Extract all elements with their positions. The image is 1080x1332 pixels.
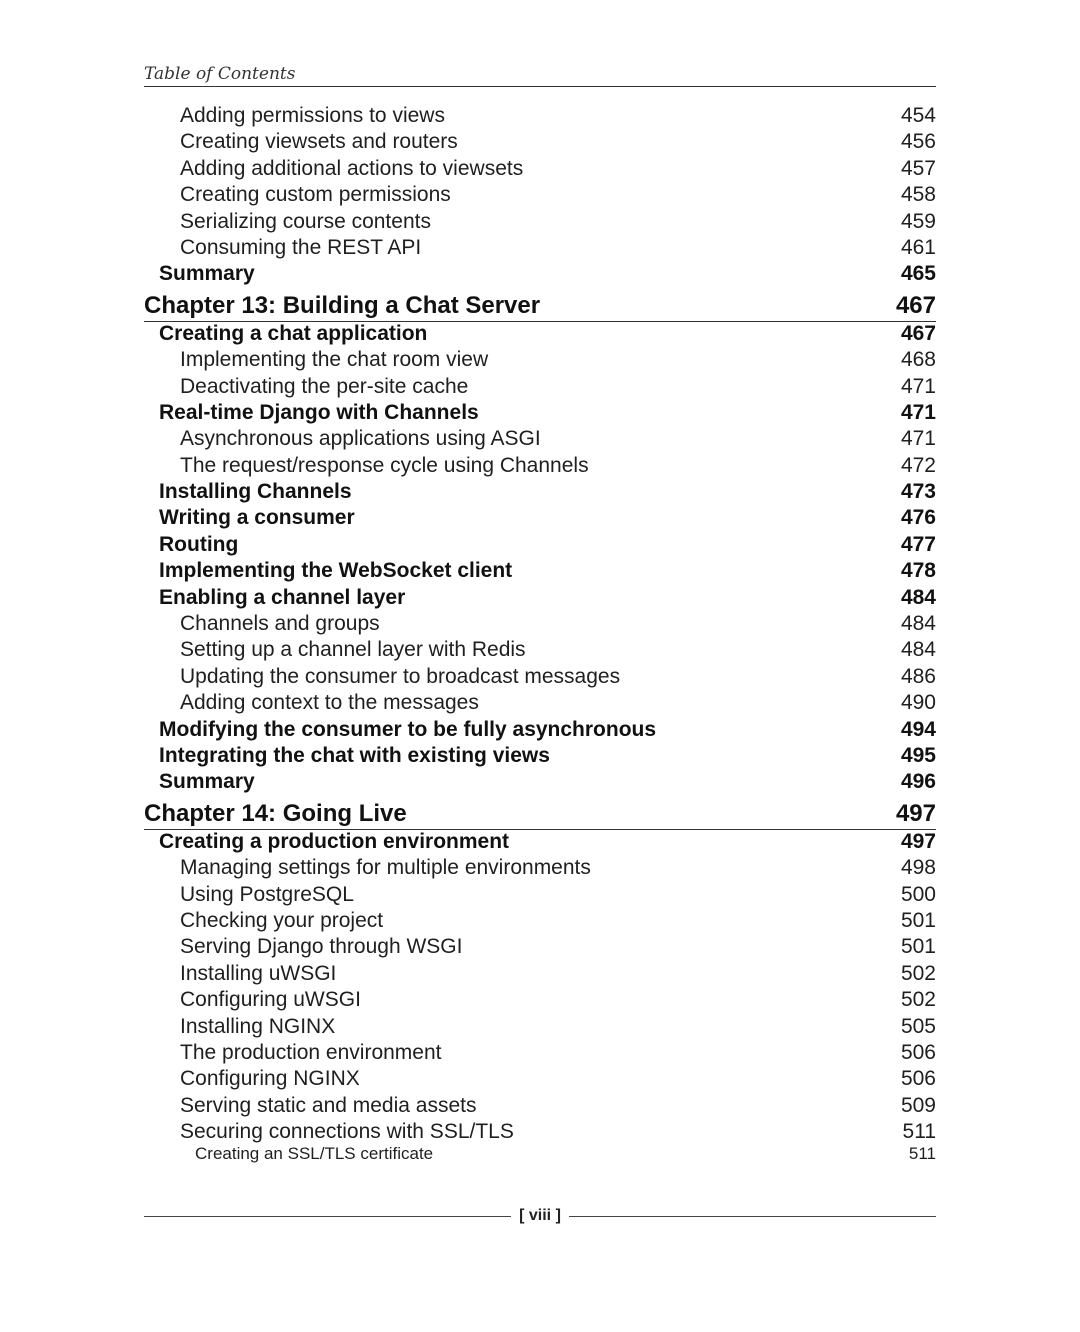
toc-entry-page-number: 496	[900, 770, 936, 794]
toc-entry-page-number: 461	[900, 235, 936, 259]
toc-subsection-entry[interactable]	[144, 691, 936, 717]
toc-entry-page-number: 500	[900, 882, 936, 906]
toc-entry-page-number: 473	[900, 480, 936, 504]
toc-subsection-entry[interactable]	[144, 236, 936, 262]
toc-entry-title: Asynchronous applications using ASGI	[180, 427, 541, 451]
toc-subsection-entry[interactable]	[144, 454, 936, 480]
toc-entry-title: Enabling a channel layer	[159, 585, 406, 609]
toc-entry-title: Implementing the chat room view	[180, 348, 489, 372]
toc-subsection-entry[interactable]	[144, 612, 936, 638]
toc-entry-page-number: 498	[900, 856, 936, 880]
toc-entry-page-number: 465	[900, 262, 936, 286]
toc-entry-title: Implementing the WebSocket client	[159, 559, 513, 583]
toc-entry-page-number: 509	[900, 1093, 936, 1117]
footer-rule-left	[144, 1216, 511, 1217]
toc-entry-page-number: 459	[900, 209, 936, 233]
toc-entry-page-number: 486	[900, 664, 936, 688]
toc-entry-title: Configuring uWSGI	[180, 988, 361, 1012]
toc-entry-title: Modifying the consumer to be fully asynchronous	[159, 717, 657, 741]
toc-entry-page-number: 454	[900, 104, 936, 127]
toc-entry-title: The production environment	[180, 1040, 442, 1064]
toc-entry-title: Setting up a channel layer with Redis	[180, 638, 526, 662]
toc-entry-page-number: 511	[902, 1120, 936, 1144]
toc-subsection-entry[interactable]	[144, 210, 936, 236]
toc-subsection-entry[interactable]	[144, 427, 936, 453]
toc-chapter-heading[interactable]	[144, 799, 936, 830]
toc-subsection-entry[interactable]	[144, 856, 936, 882]
toc-section-entry[interactable]	[144, 744, 936, 770]
toc-entry-page-number: 477	[900, 532, 936, 556]
toc-entry-title: Using PostgreSQL	[180, 882, 354, 906]
page-folio: [ viii ]	[519, 1207, 561, 1224]
toc-entry-title: Adding additional actions to viewsets	[180, 156, 524, 180]
toc-section-entry[interactable]	[144, 718, 936, 744]
toc-subsection-entry[interactable]	[144, 1041, 936, 1067]
toc-subsection-entry[interactable]	[144, 104, 936, 130]
toc-entry-page-number: 506	[900, 1067, 936, 1091]
toc-entry-title: Checking your project	[180, 908, 384, 932]
toc-entry-title: Configuring NGINX	[180, 1067, 360, 1091]
toc-subsubsection-entry[interactable]	[144, 1144, 936, 1164]
toc-section-entry[interactable]	[144, 586, 936, 612]
toc-entry-title: Channels and groups	[180, 612, 380, 636]
toc-entry-title: Serving static and media assets	[180, 1093, 477, 1117]
toc-entry-title: Integrating the chat with existing views	[159, 743, 550, 767]
toc-section-entry[interactable]	[144, 533, 936, 559]
toc-subsection-entry[interactable]	[144, 157, 936, 183]
toc-entry-page-number: 511	[908, 1144, 936, 1164]
toc-entry-page-number: 456	[900, 130, 936, 154]
toc-subsection-entry[interactable]	[144, 1067, 936, 1093]
toc-subsection-entry[interactable]	[144, 348, 936, 374]
toc-subsection-entry[interactable]	[144, 935, 936, 961]
toc-entry-title: Routing	[159, 532, 239, 556]
toc-subsection-entry[interactable]	[144, 1015, 936, 1041]
toc-subsection-entry[interactable]	[144, 909, 936, 935]
toc-entry-title: Summary	[159, 770, 255, 794]
toc-entry-title: Creating custom permissions	[180, 183, 451, 207]
toc-subsection-entry[interactable]	[144, 665, 936, 691]
toc-entry-page-number: 497	[895, 799, 936, 827]
toc-entry-title: Installing uWSGI	[180, 961, 337, 985]
toc-entry-page-number: 497	[900, 829, 936, 853]
toc-entry-page-number: 458	[900, 183, 936, 207]
toc-entry-title: Creating a chat application	[159, 321, 428, 345]
page-footer	[144, 1207, 936, 1225]
toc-entry-page-number: 484	[900, 585, 936, 609]
toc-subsection-entry[interactable]	[144, 638, 936, 664]
toc-entry-title: Creating an SSL/TLS certificate	[195, 1144, 434, 1164]
toc-entry-page-number: 471	[900, 427, 936, 451]
toc-entry-page-number: 467	[895, 291, 936, 319]
toc-entry-page-number: 468	[900, 348, 936, 372]
toc-entry-page-number: 501	[900, 935, 936, 959]
toc-entry-title: Chapter 13: Building a Chat Server	[144, 291, 541, 319]
toc-entry-title: Real-time Django with Channels	[159, 400, 479, 424]
toc-entry-title: Managing settings for multiple environments	[180, 856, 591, 880]
toc-entry-title: Summary	[159, 262, 255, 286]
toc-subsection-entry[interactable]	[144, 130, 936, 156]
toc-entry-title: Installing Channels	[159, 480, 352, 504]
toc-entry-page-number: 476	[900, 506, 936, 530]
toc-entry-page-number: 505	[900, 1014, 936, 1038]
toc-entry-title: Chapter 14: Going Live	[144, 799, 407, 827]
toc-page	[144, 0, 936, 1332]
toc-entry-page-number: 457	[900, 156, 936, 180]
toc-entry-page-number: 467	[900, 321, 936, 345]
toc-section-entry[interactable]	[144, 322, 936, 348]
toc-entry-title: Serving Django through WSGI	[180, 935, 463, 959]
toc-entry-title: Creating viewsets and routers	[180, 130, 458, 154]
toc-entry-page-number: 484	[900, 612, 936, 636]
toc-subsection-entry[interactable]	[144, 375, 936, 401]
toc-entry-page-number: 471	[900, 374, 936, 398]
toc-entry-title: Installing NGINX	[180, 1014, 336, 1038]
toc-entry-title: Deactivating the per-site cache	[180, 374, 469, 398]
toc-section-entry[interactable]	[144, 770, 936, 796]
toc-entry-title: Writing a consumer	[159, 506, 355, 530]
footer-rule-right	[569, 1216, 936, 1217]
toc-section-entry[interactable]	[144, 480, 936, 506]
toc-entry-title: Creating a production environment	[159, 829, 510, 853]
toc-entry-page-number: 506	[900, 1040, 936, 1064]
toc-entry-page-number: 495	[900, 743, 936, 767]
toc-subsection-entry[interactable]	[144, 988, 936, 1014]
toc-entry-title: Securing connections with SSL/TLS	[180, 1120, 514, 1144]
toc-section-entry[interactable]	[144, 559, 936, 585]
toc-chapter-heading[interactable]	[144, 291, 936, 322]
table-of-contents	[144, 104, 936, 1164]
toc-entry-page-number: 484	[900, 638, 936, 662]
running-head: Table of Contents	[144, 64, 936, 87]
toc-section-entry[interactable]	[144, 830, 936, 856]
toc-subsection-entry[interactable]	[144, 1120, 936, 1146]
toc-entry-title: Adding permissions to views	[180, 104, 445, 127]
toc-section-entry[interactable]	[144, 262, 936, 288]
toc-entry-page-number: 472	[900, 453, 936, 477]
toc-entry-title: Consuming the REST API	[180, 235, 422, 259]
toc-section-entry[interactable]	[144, 506, 936, 532]
toc-entry-page-number: 502	[900, 961, 936, 985]
toc-entry-title: The request/response cycle using Channels	[180, 453, 589, 477]
toc-entry-page-number: 490	[900, 691, 936, 715]
toc-entry-title: Adding context to the messages	[180, 691, 479, 715]
toc-entry-page-number: 502	[900, 988, 936, 1012]
toc-entry-page-number: 494	[900, 717, 936, 741]
toc-section-entry[interactable]	[144, 401, 936, 427]
toc-entry-title: Serializing course contents	[180, 209, 431, 233]
toc-subsection-entry[interactable]	[144, 1094, 936, 1120]
toc-subsection-entry[interactable]	[144, 183, 936, 209]
toc-entry-title: Updating the consumer to broadcast messages	[180, 664, 621, 688]
toc-entry-page-number: 501	[900, 908, 936, 932]
toc-entry-page-number: 478	[900, 559, 936, 583]
toc-subsection-entry[interactable]	[144, 962, 936, 988]
toc-subsection-entry[interactable]	[144, 883, 936, 909]
toc-entry-page-number: 471	[900, 400, 936, 424]
